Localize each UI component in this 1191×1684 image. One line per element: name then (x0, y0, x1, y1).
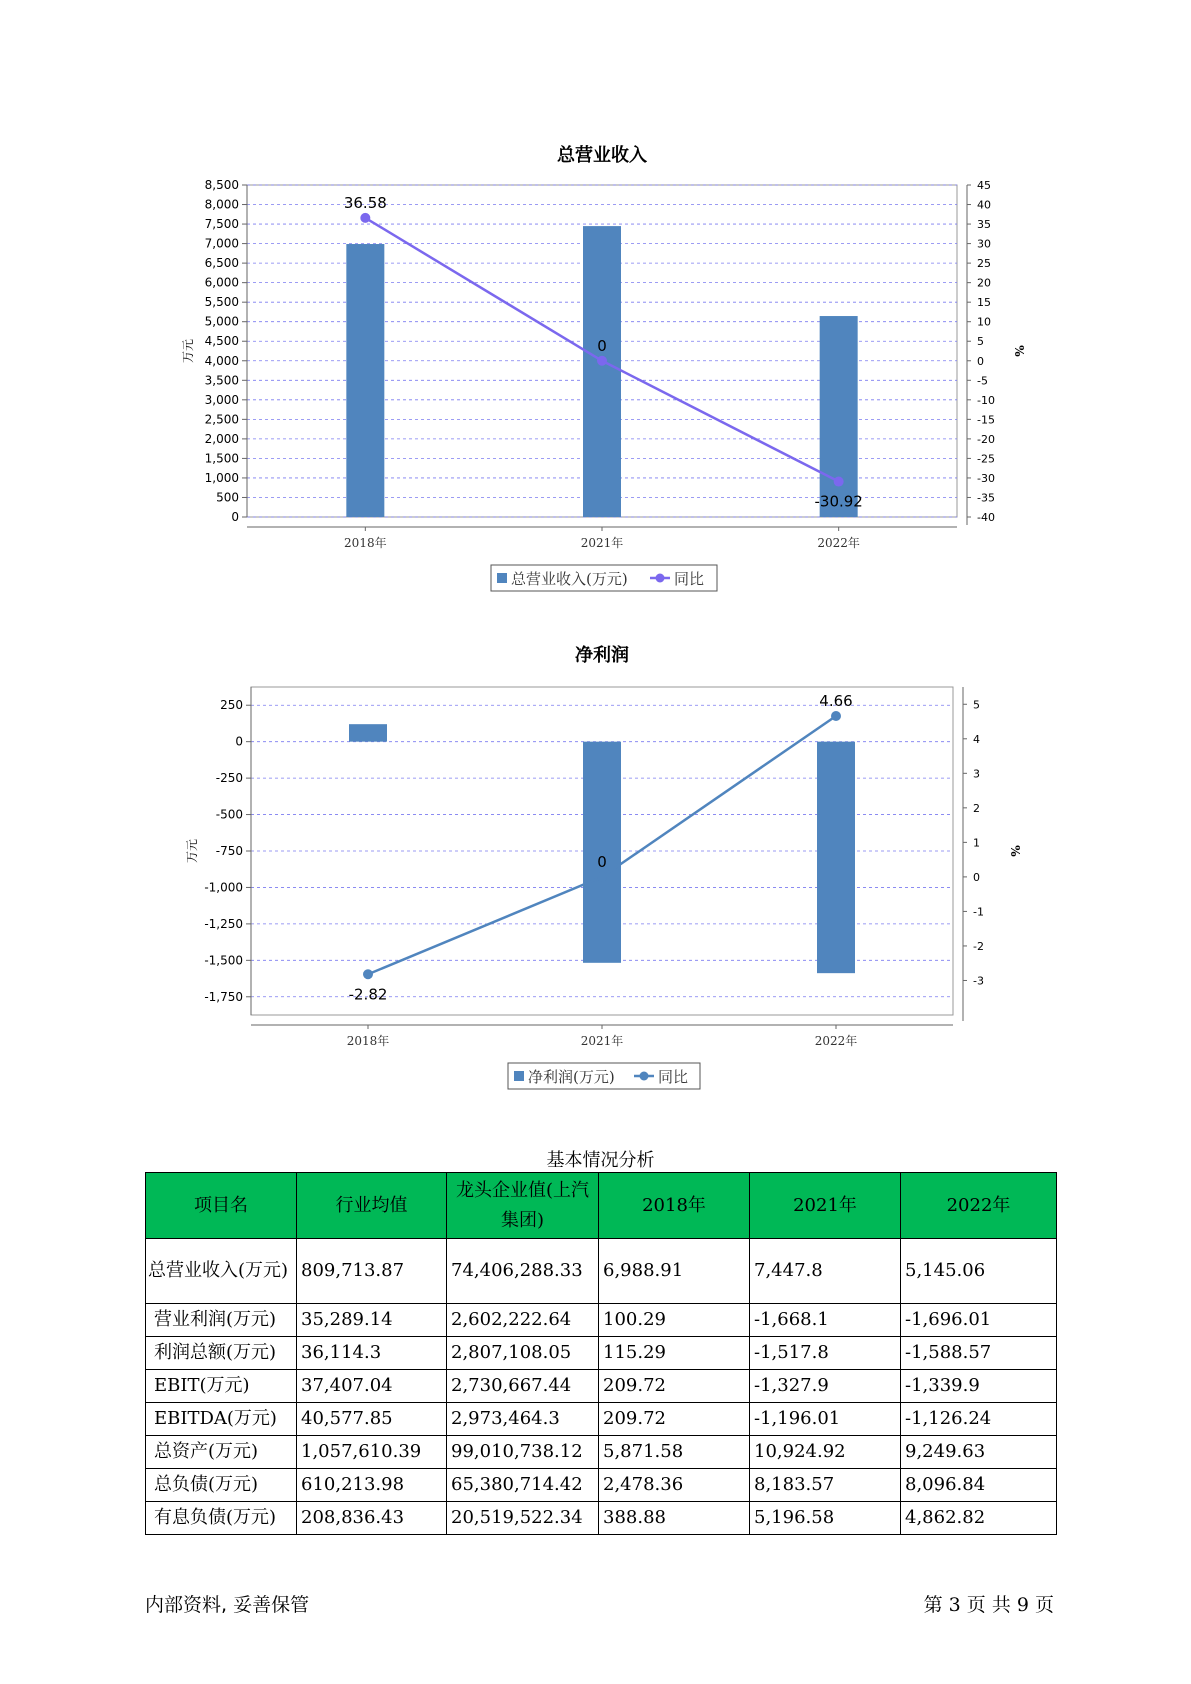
legend-line-marker (640, 1072, 649, 1081)
y-tick-label: 4,000 (204, 353, 239, 368)
value-cell: 2,478.36 (599, 1469, 750, 1502)
value-cell: 5,145.06 (901, 1239, 1057, 1304)
y2-axis-label: % (1008, 845, 1022, 857)
y2-tick-label: -1 (973, 905, 984, 919)
value-cell: 2,807,108.05 (447, 1337, 599, 1370)
yoy-point (831, 711, 841, 721)
y2-tick-label: 25 (977, 257, 991, 271)
value-cell: -1,517.8 (750, 1337, 901, 1370)
y-tick-label: 8,500 (204, 178, 239, 192)
value-cell: -1,126.24 (901, 1403, 1057, 1436)
value-cell: 74,406,288.33 (447, 1239, 599, 1304)
y-axis-label: 万元 (185, 838, 199, 864)
y-tick-label: 0 (235, 734, 243, 749)
value-cell: 40,577.85 (297, 1403, 447, 1436)
value-cell: 610,213.98 (297, 1469, 447, 1502)
value-cell: -1,588.57 (901, 1337, 1057, 1370)
value-cell: 1,057,610.39 (297, 1436, 447, 1469)
row-label-cell: 利润总额(万元) (146, 1337, 297, 1370)
y2-tick-label: 0 (977, 354, 984, 368)
value-cell: 20,519,522.34 (447, 1502, 599, 1535)
bar (346, 244, 384, 517)
y-tick-label: 0 (231, 510, 239, 524)
legend-line-label: 同比 (658, 1068, 689, 1086)
legend-bar-swatch (514, 1071, 524, 1081)
y2-tick-label: -35 (977, 491, 995, 505)
x-tick-label: 2018年 (346, 1034, 390, 1048)
bar (349, 724, 387, 741)
x-tick-label: 2021年 (580, 536, 624, 550)
y-tick-label: -1,750 (204, 989, 243, 1004)
y-tick-label: -1,000 (204, 880, 243, 895)
table-header-row (146, 1173, 1057, 1239)
value-cell: 35,289.14 (297, 1304, 447, 1337)
row-label-cell: 营业利润(万元) (146, 1304, 297, 1337)
y-tick-label: 6,000 (204, 275, 239, 290)
table-row (146, 1239, 1057, 1304)
table-row (146, 1370, 1057, 1403)
yoy-data-label: 4.66 (819, 692, 853, 711)
value-cell: 5,871.58 (599, 1436, 750, 1469)
y2-tick-label: -40 (977, 511, 995, 524)
y2-tick-label: -5 (977, 374, 988, 388)
y2-tick-label: 5 (977, 335, 984, 349)
revenue-chart (0, 135, 1191, 595)
y2-tick-label: 30 (977, 237, 991, 251)
header-cell: 行业均值 (297, 1173, 447, 1239)
value-cell: 388.88 (599, 1502, 750, 1535)
value-cell: 100.29 (599, 1304, 750, 1337)
y2-tick-label: -20 (977, 432, 995, 446)
y-tick-label: 3,500 (204, 373, 239, 388)
chart-title: 净利润 (575, 645, 629, 666)
legend-bar-swatch (497, 573, 507, 583)
y2-tick-label: -15 (977, 413, 995, 427)
value-cell: -1,696.01 (901, 1304, 1057, 1337)
value-cell: 99,010,738.12 (447, 1436, 599, 1469)
yoy-point (363, 969, 373, 979)
net-profit-chart-svg (0, 635, 1191, 1095)
y2-tick-label: 4 (973, 732, 980, 746)
y2-tick-label: 40 (977, 198, 991, 212)
footer-page-number: 第 3 页 共 9 页 (923, 1594, 1054, 1616)
table-row (146, 1337, 1057, 1370)
yoy-data-label: 0 (597, 336, 607, 355)
bar (817, 742, 855, 973)
value-cell: 4,862.82 (901, 1502, 1057, 1535)
y-tick-label: -500 (215, 807, 243, 822)
y2-tick-label: -3 (973, 974, 984, 988)
y-tick-label: -750 (215, 844, 243, 858)
x-tick-label: 2022年 (817, 536, 860, 550)
value-cell: 8,096.84 (901, 1469, 1057, 1502)
y2-tick-label: -30 (977, 471, 995, 485)
value-cell: 809,713.87 (297, 1239, 447, 1304)
y-tick-label: 500 (216, 490, 239, 505)
value-cell: -1,668.1 (750, 1304, 901, 1337)
y-tick-label: 2,500 (204, 412, 239, 427)
value-cell: 36,114.3 (297, 1337, 447, 1370)
header-cell: 龙头企业值(上汽集团) (447, 1173, 599, 1239)
header-cell: 2022年 (901, 1173, 1057, 1239)
header-cell: 项目名 (146, 1173, 297, 1239)
y2-axis-label: % (1012, 345, 1026, 357)
y-tick-label: 6,500 (204, 256, 239, 271)
footer-confidential: 内部资料, 妥善保管 (145, 1594, 310, 1616)
y2-tick-label: -25 (977, 452, 995, 466)
value-cell: 115.29 (599, 1337, 750, 1370)
value-cell: 2,602,222.64 (447, 1304, 599, 1337)
y-tick-label: 5,500 (204, 295, 239, 310)
value-cell: 2,730,667.44 (447, 1370, 599, 1403)
table-row (146, 1304, 1057, 1337)
row-label-cell: EBITDA(万元) (146, 1403, 297, 1436)
value-cell: 2,973,464.3 (447, 1403, 599, 1436)
y2-tick-label: 20 (977, 276, 991, 290)
y-tick-label: 250 (220, 698, 243, 713)
table-caption: 基本情况分析 (546, 1150, 655, 1171)
y2-tick-label: 3 (973, 767, 980, 781)
value-cell: 209.72 (599, 1370, 750, 1403)
row-label-cell: 总负债(万元) (146, 1469, 297, 1502)
yoy-data-label: -30.92 (814, 492, 863, 511)
y-tick-label: 2,000 (204, 431, 239, 446)
y-tick-label: 7,500 (204, 217, 239, 232)
y2-tick-label: 1 (973, 836, 980, 850)
table-row (146, 1403, 1057, 1436)
y2-tick-label: -2 (973, 939, 984, 953)
value-cell: 208,836.43 (297, 1502, 447, 1535)
y-tick-label: 3,000 (204, 392, 239, 407)
value-cell: 7,447.8 (750, 1239, 901, 1304)
value-cell: 9,249.63 (901, 1436, 1057, 1469)
chart-title: 总营业收入 (557, 145, 647, 166)
y2-tick-label: 15 (977, 296, 991, 310)
y2-tick-label: -10 (977, 393, 995, 407)
y-tick-label: 1,000 (204, 470, 239, 485)
x-tick-label: 2021年 (580, 1034, 624, 1048)
row-label-cell: 有息负债(万元) (146, 1502, 297, 1535)
value-cell: 8,183.57 (750, 1469, 901, 1502)
yoy-data-label: -2.82 (348, 985, 388, 1004)
y2-tick-label: 0 (973, 870, 980, 884)
y-axis-label: 万元 (181, 338, 195, 364)
yoy-point (597, 356, 607, 366)
y-tick-label: 8,000 (204, 197, 239, 212)
table-row (146, 1502, 1057, 1535)
bar (583, 226, 621, 517)
basic-analysis-table (145, 1172, 1057, 1535)
y2-tick-label: 45 (977, 179, 991, 192)
revenue-chart-svg (0, 135, 1191, 595)
value-cell: 37,407.04 (297, 1370, 447, 1403)
net-profit-chart (0, 635, 1191, 1095)
x-tick-label: 2018年 (344, 536, 387, 550)
y2-tick-label: 10 (977, 315, 991, 329)
legend-line-marker (656, 574, 665, 583)
y2-tick-label: 2 (973, 801, 980, 815)
y-tick-label: -1,250 (204, 916, 243, 931)
yoy-point (834, 477, 844, 487)
y-tick-label: -1,500 (204, 953, 243, 968)
yoy-data-label: 36.58 (343, 193, 387, 212)
value-cell: 65,380,714.42 (447, 1469, 599, 1502)
yoy-data-label: 0 (597, 852, 607, 871)
y-tick-label: 7,000 (204, 236, 239, 251)
value-cell: -1,339.9 (901, 1370, 1057, 1403)
legend-bar-label: 净利润(万元) (528, 1068, 615, 1086)
value-cell: -1,196.01 (750, 1403, 901, 1436)
y-tick-label: 1,500 (204, 451, 239, 466)
value-cell: 209.72 (599, 1403, 750, 1436)
row-label-cell: EBIT(万元) (146, 1370, 297, 1403)
header-cell: 2021年 (750, 1173, 901, 1239)
table-row (146, 1436, 1057, 1469)
header-cell: 2018年 (599, 1173, 750, 1239)
value-cell: -1,327.9 (750, 1370, 901, 1403)
x-tick-label: 2022年 (814, 1034, 858, 1048)
row-label-cell: 总资产(万元) (146, 1436, 297, 1469)
y-tick-label: 5,000 (204, 314, 239, 329)
y-tick-label: -250 (215, 771, 243, 786)
table-row (146, 1469, 1057, 1502)
row-label-cell: 总营业收入(万元) (146, 1239, 297, 1304)
legend-line-label: 同比 (674, 570, 705, 588)
legend-bar-label: 总营业收入(万元) (511, 570, 628, 588)
bar (820, 316, 858, 517)
y-tick-label: 4,500 (204, 334, 239, 349)
value-cell: 5,196.58 (750, 1502, 901, 1535)
value-cell: 6,988.91 (599, 1239, 750, 1304)
yoy-point (597, 872, 607, 882)
yoy-point (360, 213, 370, 223)
y2-tick-label: 35 (977, 218, 991, 232)
y2-tick-label: 5 (973, 698, 980, 712)
value-cell: 10,924.92 (750, 1436, 901, 1469)
